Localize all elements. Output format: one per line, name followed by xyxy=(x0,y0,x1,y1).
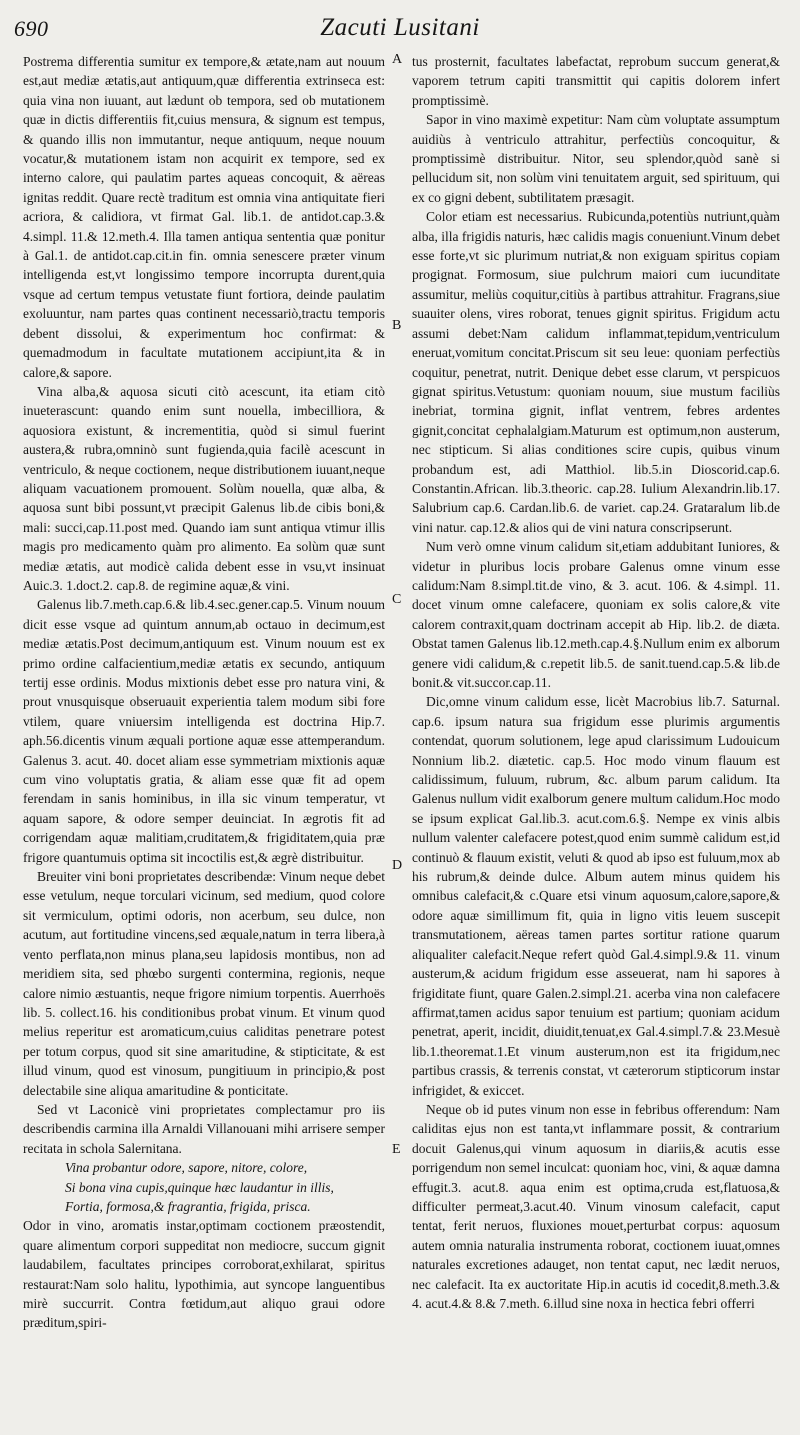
margin-letter-e: E xyxy=(392,1142,401,1157)
right-text-column xyxy=(412,52,780,1422)
paragraph: Sapor in vino maximè expetitur: Nam cùm voluptate assumptum auidiùs à ventriculo attrahitur, perfectiùs concoquitur, & promptissimè distribuitur. Nitor, seu splendor,quòd sanè si pellucidum sit, non solùm vini tenuitatem arguit, sed spirituum, qui ex co gigni debent, subtilitatem præsagit. xyxy=(412,112,780,205)
paragraph: Dic,omne vinum calidum esse, licèt Macrobius lib.7. Saturnal. cap.6. ipsum natura sua frigidum esse plurimis argumentis contendat, quorum solutionem, lege apud clarissimum Ludouicum Nonnium lib.2. diætetic. cap.5. Hoc modo vinum flauum est calidissimum, fuluum, rubrum, &c. album parum calidum. Ita Galenus nullum vidit exalborum genere multum calidum.Hoc modo se ipsum explicat Gal.lib.3. acut.com.6.§. Nempe ex vinis albis nullum valenter calefacere potest,quod enim summè calidum est,id continuò & flauum existit, veluti & quod ab ipso est fuluum,mox ab his rubrum,& deinde dulce. Album autem minus quidem his omnibus calefacit,& c.Quare etsi vinum aquosum,calore,sapore,& odore aquæ simillimum fit, quia in ligno vitis leuem suscepit transmutationem, aëreas tamen partes sortitur ratione quarum aliqualiter calefacit.Neque refert quòd Gal.4.simpl.9.& 11. vinum austerum,& acidum frigidum esse asseuerat, nam hi sapores à frigiditate fiunt, quare Galen.2.simpl.21. acerba vina non calefacere affirmat,tamen acidus sapor tenuium est partium; quoniam acidum penetrat, aperit, incidit, diuidit,tenuat,ex Gal.4.simpl.7.& 23.Mesuè lib.1.theoremat.1.Et vinum austerum,non est ita frigidum,nec partibus crassis, & terrenis constat, vt cæterorum stipticorum instar infrigidet, & exiccet. xyxy=(412,694,780,1098)
paragraph: Galenus lib.7.meth.cap.6.& lib.4.sec.gener.cap.5. Vinum nouum dicit esse vsque ad quintum annum,ab octauo in decimum,est mediæ ætatis.Post decimum,antiquum est. Vinum nouum est ex primo ordine calfacientium,mediæ ætatis ex secundo, antiquum tertij esse ordinis. Modus mixtionis debet esse pro natura vini, & prout vnusquisque obseruauit experientia talem modum sibi fore vtilem, quare vniuersim intelligenda est doctrina Hip.7. aph.56.dicentis vinum æquali portione aquæ esse attemperandum. Galenus 3. acut. 40. docet aliam esse symmetriam mixtionis aquæ cum vino voluptatis gratia, & aliam esse quæ fit ad opem ferendam in sanis hominibus, in illa sic vinum temperatur, vt aquam sapore, & odore semper deuinciat. In ægrotis fit ad corrigendam aquæ malitiam,cruditatem,& frigiditatem,quia præ frigore quantumuis optima sit incoctilis est,& ægrè distribuitur. xyxy=(23,597,385,865)
paragraph: Postrema differentia sumitur ex tempore,& ætate,nam aut nouum est,aut mediæ ætatis,aut antiquum,quæ differentia extrinseca est: quia vina non iuuant, aut lædunt ob tempora, sed ob mutationem quæ in dictis differentiis fit,cuius mensura, & signum est tempus, & quando illis non immutantur, neque antiquum, neque nouum vocatur,& mutationem istam non acquirit ex tempore, sed ex interno calore, qui paulatim partes aqueas concoquit, & aëreas ignitas reddit. Quare rectè traditum est omnia vina antiquitate fieri acriora, & calidiora, vt firmat Gal. lib.1. de antidot.cap.3.& 4.simpl. 11.& 12.meth.4. Illa tamen antiqua sententia quæ ponitur à Gal.1. de antidot.cap.cit.in fin. omnia senescere præter vinum intelligenda est,vt longissimo tempore incorrupta durent,quia vsque ad certum tempus vetustate fiunt fortiora, deinde paulatim exoluuntur, nam partes quas continent necessariò,tractu temporis debent dissolui, & experimentum hoc confirmat: & quemadmodum in facultate mutationem accipiunt,ita & in calore,& sapore. xyxy=(23,54,385,380)
paragraph: Num verò omne vinum calidum sit,etiam addubitant Iuniores, & videtur in pluribus locis probare Galenus omne vinum esse calidum:Nam 8.simpl.tit.de vino, & 3. acut. 106. & 4.simpl. 11. docet vinum omne calefacere, quoniam ex solis calore,& vite calorem contraxit,quam doctrinam accepit ab Hip. lib.2. de diæta. Obstat tamen Galenus lib.12.meth.cap.4.§.Nullum enim ex alborum genere vidi calidum,& c.repetit lib.5. de sanit.tuend.cap.5.& lib.de bonit.& vit.succor.cap.11. xyxy=(412,539,780,690)
verse-line: Vina probantur odore, sapore, nitore, colore, xyxy=(65,1160,308,1176)
paragraph: Breuiter vini boni proprietates describendæ: Vinum neque debet esse vetulum, neque torculari vicinum, sed medium, quod colore sit vermiculum, optimi odoris, non acerbum, seu dulce, non acutum, aut fortitudine vincens,sed æquale,natum in terra libera,à vento perflata,non minus plana,seu lapidosis montibus, non ad meridiem sita, sed phœbo surgenti contermina, regionis, neque calore nimio æstuantis, neque frigore nimium torpentis. Auerrhoës lib. 5. collect.16. his conditionibus probat vinum. Et vinum quod melius reperitur est aromaticum,cuius caliditas penetrare potest per totum corpus, quod sit sine amaritudine, & stipticitate, & est illud vinum, quod est vinosum, pungitiuum in principio,& post delectabile sine aliqua amaritudine & ponticitate. xyxy=(23,869,385,1098)
paragraph: Vina alba,& aquosa sicuti citò acescunt, ita etiam citò inueterascunt: quando enim sunt nouella, imbecilliora, & aquosiora existunt, & incrementitia, quòd si simul fuerint austera,& rubra,omninò sunt fugienda,quia facilè acescunt in ventriculo, & neque coctionem, neque distributionem iuuant,neque aliquam vacuationem promouent. Solùm nouella, quæ alba, & aquosa sunt bibi possunt,vt præcipit Galenus lib.de cibis boni,& mali: succi,cap.11.post med. Quando iam sunt antiqua vtimur illis magis pro medicamento quàm pro alimento. Ea solùm quæ sunt mediæ ætatis, aut modicè calida debent esse in vsu,vt insinuat Auic.3. 1.doct.2. cap.8. de regimine aquæ,& vini. xyxy=(23,383,385,593)
margin-letter-a: A xyxy=(392,52,403,67)
page-header xyxy=(0,0,800,44)
paragraph: Color etiam est necessarius. Rubicunda,potentiùs nutriunt,quàm alba, illa frigidis naturis, hæc calidis magis conueniunt.Vinum debet esse forte,vt sic plurimum nutriat,& non exiguam spiritus copiam progignat. Formosum, siue pulchrum maiori cum iucunditate assumitur, meliùs coquitur,citiùs à partibus attrahitur. Fragrans,siue suauiter olens, vires roborat, tenues gignit spiritus. Frigidum actu assumi debet:Nam calidum inflammat,tepidum,ventriculum eneruat,vomitum concitat.Priscum sit seu leue: quoniam perfectiùs coquitur, penetrat, nutrit. Denique debet esse clarum, vt perspicuos gignat spiritus.Vetustum: quoniam nouum, siue mustum faciliùs inebriat, tormina gignit, inflat ventrem, febres ardentes gignit,concitat cephalalgiam.Maturum est optimum,non austerum, nec stipticum. Si alias conditiones scire cupis, quibus vinum probandum est, adi Matthiol. lib.5.in Dioscorid.cap.6. Constantin.African. lib.3.theoric. cap.28. Iulium Alexandrin.lib.17. Salubrium cap.6. Cardan.lib.6. de variet. cap.24. Grataralum lib.de vini natur. cap.12.& alios qui de vini natura conscripserunt. xyxy=(412,209,780,535)
paragraph: Neque ob id putes vinum non esse in febribus offerendum: Nam caliditas ejus non est tanta,vt inflammare possit, & contrarium docuit Galenus,qui vinum aquosum in diariis,& acutis esse porrigendum non semel inculcat: quoniam hoc, vini, & aquæ damna effugit.3. acut.8. aqua enim est optima,cruda est,flatuosa,& difficulter permeat,3.acut.40. Vinum vinosum calefacit, caput tentat, ferit neruos, fluxiones mouet,perturbat corpus: aquosum autem omnia naturalia instrumenta roborat, coctionem iuuat,omnes naturales excretiones adauget, non tentat caput, nec lædit neruos, nec calefacit. Ita ex auctoritate Hip.in acutis id cocedit,8.meth.3.& 4. acut.4.& 8.& 7.meth. 6.illud sine noxa in hectica febri offerri xyxy=(412,1101,780,1311)
page-number: 690 xyxy=(14,16,49,41)
margin-letter-b: B xyxy=(392,318,402,333)
verse-line: Fortia, formosa,& fragrantia, frigida, prisca. xyxy=(65,1198,311,1214)
paragraph: Sed vt Laconicè vini proprietates complectamur pro iis describendis carmina illa Arnaldi Villanouani mihi arrisere semper recitata in schola Salernitana. xyxy=(23,1101,385,1156)
margin-letter-c: C xyxy=(392,592,402,607)
margin-letter-d: D xyxy=(392,858,403,873)
verse-line: Si bona vina cupis,quinque hæc laudantur in illis, xyxy=(65,1179,334,1195)
running-title: Zacuti Lusitani xyxy=(320,14,480,41)
left-text-column xyxy=(23,52,385,1422)
paragraph: tus prosternit, facultates labefactat, reprobum succum generat,& vaporem tetrum capiti transmittit qui capitis dolorem infert promptissimè. xyxy=(412,54,780,108)
paragraph: Odor in vino, aromatis instar,optimam coctionem præostendit, quare alimentum corpori suppeditat non mediocre, succum gignit laudabilem, facultates principes corroborat,exhilarat, spiritus restaurat:Nam solo halitu, lypothimia, aut syncope languentibus mirè succurrit. Contra fœtidum,aut aliquo graui odore præditum,spiri- xyxy=(23,1218,385,1331)
